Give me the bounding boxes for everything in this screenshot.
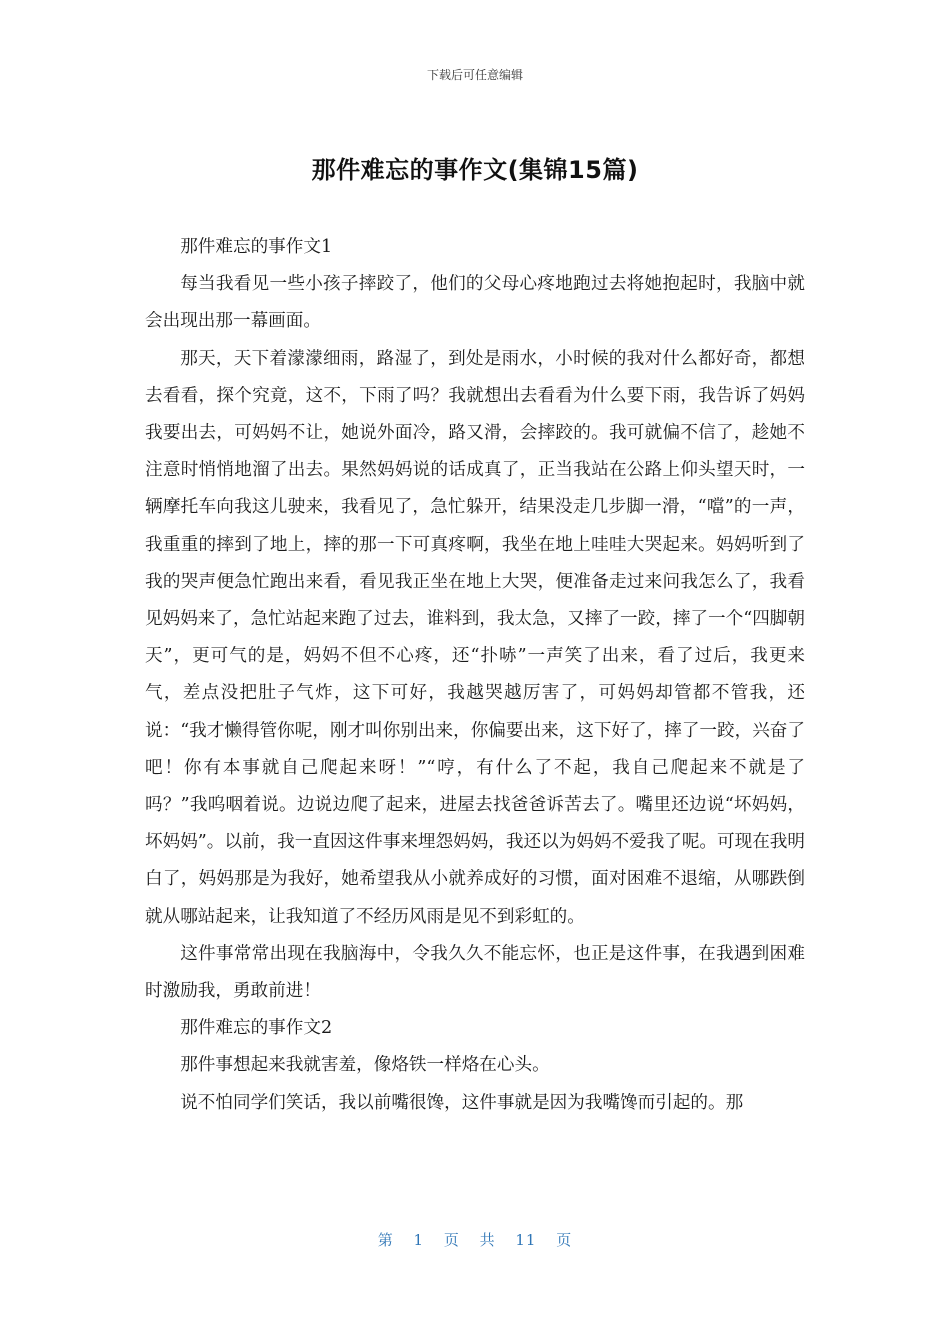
page-number-footer: 第 1 页 共 11 页 xyxy=(377,1231,573,1249)
paragraph: 说不怕同学们笑话，我以前嘴很馋，这件事就是因为我嘴馋而引起的。那 xyxy=(180,1092,744,1113)
paragraph: 那件事想起来我就害羞，像烙铁一样烙在心头。 xyxy=(180,1055,550,1076)
paragraph: 每当我看见一些小孩子摔跤了，他们的父母心疼地跑过去将她抱起时，我脑中就会出现出那一幕画面。 xyxy=(145,274,805,332)
document-body xyxy=(145,229,805,1122)
section-heading-2: 那件难忘的事作文2 xyxy=(180,1018,333,1039)
document-title: 那件难忘的事作文(集锦15篇) xyxy=(311,156,639,184)
paragraph: 那天，天下着濛濛细雨，路湿了，到处是雨水，小时候的我对什么都好奇，都想去看看，探个究竟，这不，下雨了吗？我就想出去看看为什么要下雨，我告诉了妈妈我要出去，可妈妈不让，她说外面冷，路又滑，会摔跤的。我可就偏不信了，趁她不注意时悄悄地溜了出去。果然妈妈说的话成真了，正当我站在公路上仰头望天时，一辆摩托车向我这儿驶来，我看见了，急忙躲开，结果没走几步脚一滑，“噹”的一声，我重重的摔到了地上，摔的那一下可真疼啊，我坐在地上哇哇大哭起来。妈妈听到了我的哭声便急忙跑出来看，看见我正坐在地上大哭，便准备走过来问我怎么了，我看见妈妈来了，急忙站起来跑了过去，谁料到，我太急，又摔了一跤，摔了一个“四脚朝天”，更可气的是，妈妈不但不心疼，还“扑哧”一声笑了出来，看了过后，我更来气，差点没把肚子气炸，这下可好，我越哭越厉害了，可妈妈却管都不管我，还说：“我才懒得管你呢，刚才叫你别出来，你偏要出来，这下好了，摔了一跤，兴奋了吧！你有本事就自己爬起来呀！”“哼，有什么了不起，我自己爬起来不就是了吗？”我呜咽着说。边说边爬了起来，进屋去找爸爸诉苦去了。嘴里还边说“坏妈妈，坏妈妈”。以前，我一直因这件事来埋怨妈妈，我还以为妈妈不爱我了呢。可现在我明白了，妈妈那是为我好，她希望我从小就养成好的习惯，面对困难不退缩，从哪跌倒就从哪站起来，让我知道了不经历风雨是见不到彩虹的。 xyxy=(145,348,805,927)
paragraph: 这件事常常出现在我脑海中，令我久久不能忘怀，也正是这件事，在我遇到困难时激励我，勇敢前进！ xyxy=(145,943,805,1002)
page-header-note: 下载后可任意编辑 xyxy=(426,68,523,82)
section-heading-1: 那件难忘的事作文1 xyxy=(180,237,333,257)
